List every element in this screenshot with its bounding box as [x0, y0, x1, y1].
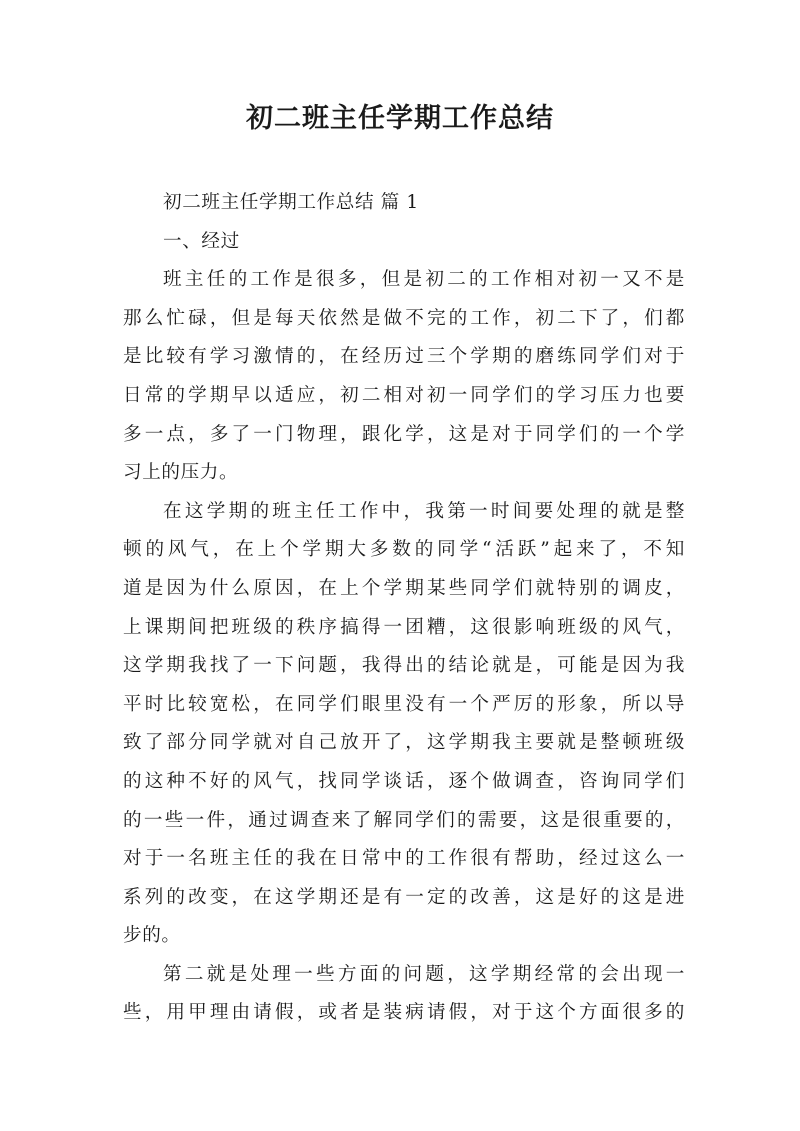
paragraph-line: 步的。 — [123, 925, 181, 947]
document-body — [123, 184, 685, 1033]
paragraph-line: 这学期我找了一下问题，我得出的结论就是，可能是因为我 — [123, 655, 685, 677]
paragraph-line: 多一点，多了一门物理，跟化学，这是对于同学们的一个学 — [123, 423, 685, 445]
paragraph-line: 顿的风气，在上个学期大多数的同学“活跃”起来了，不知 — [123, 539, 685, 561]
paragraph-line: 些，用甲理由请假，或者是装病请假，对于这个方面很多的 — [123, 1002, 685, 1024]
paragraph-line: 系列的改变，在这学期还是有一定的改善，这是好的这是进 — [123, 886, 685, 908]
paragraph-line: 的这种不好的风气，找同学谈话，逐个做调查，咨询同学们 — [123, 770, 685, 792]
paragraph-line: 上课期间把班级的秩序搞得一团糟，这很影响班级的风气， — [123, 616, 685, 638]
paragraph-line: 平时比较宽松，在同学们眼里没有一个严厉的形象，所以导 — [123, 693, 685, 715]
document-title: 初二班主任学期工作总结 — [246, 103, 554, 134]
section-heading: 初二班主任学期工作总结 篇 1 — [163, 192, 419, 213]
paragraph-line: 致了部分同学就对自己放开了，这学期我主要就是整顿班级 — [123, 732, 685, 754]
paragraph-line: 道是因为什么原因，在上个学期某些同学们就特别的调皮， — [123, 577, 685, 599]
paragraph-line: 的一些一件，通过调查来了解同学们的需要，这是很重要的， — [123, 809, 685, 831]
paragraph-line: 对于一名班主任的我在日常中的工作很有帮助，经过这么一 — [123, 848, 685, 870]
paragraph-line: 那么忙碌，但是每天依然是做不完的工作，初二下了，们都 — [123, 307, 685, 329]
paragraph-line: 是比较有学习激情的，在经历过三个学期的磨练同学们对于 — [123, 346, 685, 368]
subsection-heading: 一、经过 — [163, 230, 240, 252]
paragraph-line: 日常的学期早以适应，初二相对初一同学们的学习压力也要 — [123, 384, 685, 406]
paragraph-line: 在这学期的班主任工作中，我第一时间要处理的就是整 — [163, 500, 685, 522]
paragraph-line: 习上的压力。 — [123, 462, 239, 484]
paragraph-line: 第二就是处理一些方面的问题，这学期经常的会出现一 — [163, 963, 685, 985]
paragraph-line: 班主任的工作是很多，但是初二的工作相对初一又不是 — [163, 269, 685, 291]
